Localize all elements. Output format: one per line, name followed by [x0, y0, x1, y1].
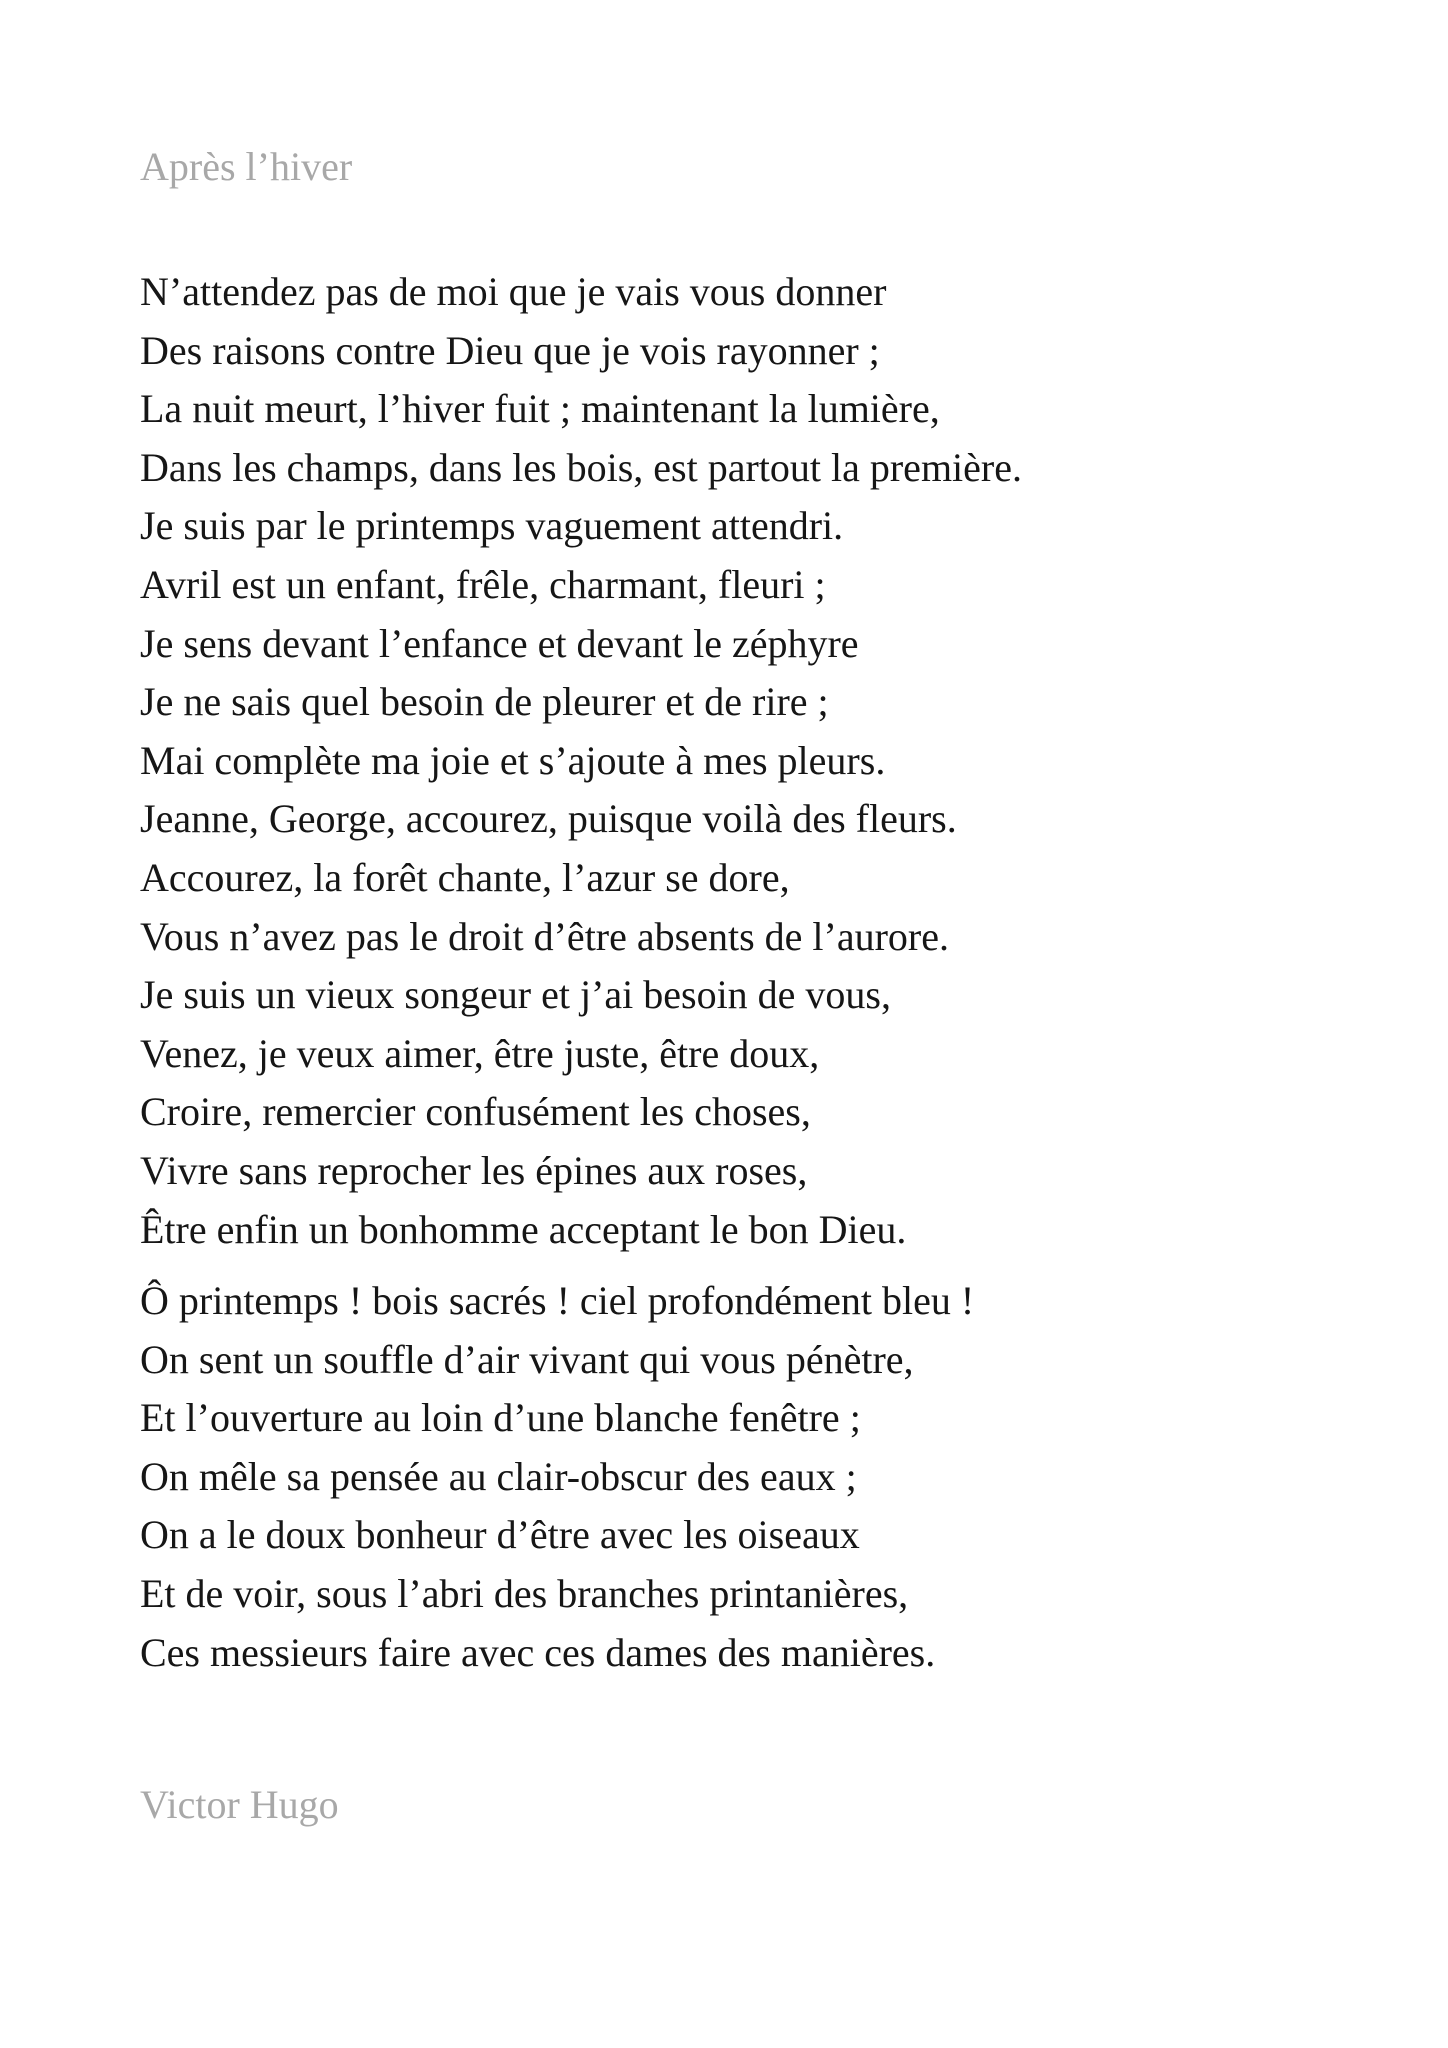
poem-line: Croire, remercier confusément les choses,	[140, 1089, 811, 1135]
poem-line: Ô printemps ! bois sacrés ! ciel profondément bleu !	[140, 1278, 975, 1323]
stanza-2	[140, 1272, 974, 1682]
poem-line: N’attendez pas de moi que je vais vous donner	[140, 269, 887, 314]
poem-line: Mai complète ma joie et s’ajoute à mes pleurs.	[140, 737, 886, 783]
poem-line: Accourez, la forêt chante, l’azur se dore,	[140, 854, 790, 900]
poem-line: Être enfin un bonhomme acceptant le bon Dieu.	[140, 1206, 907, 1252]
poem-author: Victor Hugo	[140, 1782, 339, 1827]
poem-line: On mêle sa pensée au clair-obscur des eaux ;	[140, 1453, 857, 1499]
poem-line: Vous n’avez pas le droit d’être absents de l’aurore.	[140, 913, 949, 959]
poem-line: Avril est un enfant, frêle, charmant, fleuri ;	[140, 561, 826, 607]
poem-line: Des raisons contre Dieu que je vois rayonner ;	[140, 327, 880, 373]
poem-line: Je suis par le printemps vaguement attendri.	[140, 503, 844, 549]
poem-line: Dans les champs, dans les bois, est partout la première.	[140, 444, 1022, 490]
poem-line: La nuit meurt, l’hiver fuit ; maintenant la lumière,	[140, 386, 940, 432]
poem-line: Je sens devant l’enfance et devant le zéphyre	[140, 620, 859, 666]
poem-line: Je suis un vieux songeur et j’ai besoin de vous,	[140, 972, 891, 1018]
poem-line: Et l’ouverture au loin d’une blanche fenêtre ;	[140, 1395, 861, 1441]
poem-line: Venez, je veux aimer, être juste, être doux,	[140, 1030, 820, 1076]
poem-line: Je ne sais quel besoin de pleurer et de rire ;	[140, 679, 829, 725]
poem-line: Ces messieurs faire avec ces dames des manières.	[140, 1629, 936, 1675]
poem-line: Et de voir, sous l’abri des branches printanières,	[140, 1570, 909, 1616]
poem-line: Jeanne, George, accourez, puisque voilà des fleurs.	[140, 796, 957, 842]
poem-title: Après l’hiver	[140, 144, 353, 189]
stanza-1	[140, 263, 1022, 1259]
poem-line: Vivre sans reprocher les épines aux roses,	[140, 1147, 808, 1193]
poem-line: On sent un souffle d’air vivant qui vous pénètre,	[140, 1336, 914, 1382]
poem-line: On a le doux bonheur d’être avec les oiseaux	[140, 1512, 860, 1558]
